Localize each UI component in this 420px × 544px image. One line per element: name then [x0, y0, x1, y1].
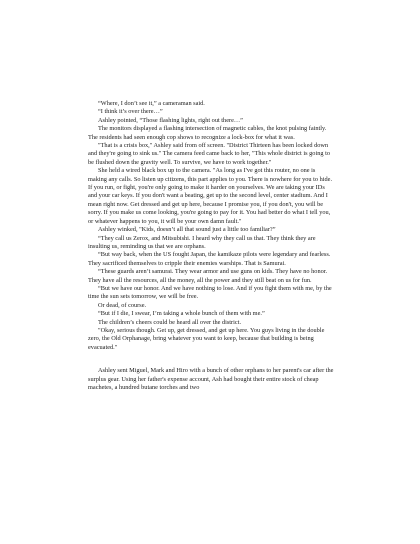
paragraph: “But way back, when the US fought Japan, the kamikaze pilots were legendary and fearless. They sacrificed themselves to cripple their enemies warships. That is Samurai.	[88, 251, 331, 267]
paragraph: The monitors displayed a flashing intersection of magnetic cables, the knot pulsing faintly. The residents had seen enough cop shows to recognize a lock-box for what it was.	[88, 125, 327, 141]
paragraph: “They call us Zerox, and Mitsubishi. I heard why they call us that. They think they are insulting us, reminding us that we are orphans.	[88, 234, 316, 250]
paragraph: "That is a crisis box," Ashley said from off screen. "District Thirteen has been locked down and they're going to sink us." The camera feed came back to her, "This whole district is going to be flushed down the gravity well. To survive, we have to work together."	[88, 142, 330, 166]
paragraph: “But we have our honor. And we have nothing to lose. And if you fight them with me, by the time the sun sets tomorrow, we will be free.	[88, 284, 332, 301]
paragraph: Ashley sent Miguel, Mark and Hiro with a bunch of other orphans to her parent's car after the surplus gear. Using her father's expense account, Ash had bought their entire stock of cheap machetes, a hundred butane torches and two	[88, 367, 334, 391]
paragraph: Ashley winked, "Kids, doesn’t all that sound just a little too familiar?”	[98, 226, 276, 234]
paragraph: “I think it’s over there…”	[98, 108, 163, 116]
paragraph: "Okay, serious though. Get up, get dressed, and get up here. You guys living in the double zero, the Old Orphanage, bring whatever you want to keep, because that building is being evacuated."	[88, 326, 325, 351]
paragraph: Or dead, of course.	[98, 301, 147, 309]
paragraph: “These guards aren’t samurai. They wear armor and use guns on kids. They have no honor. They have all the resources, all the money, all the power and they still beat on us for fun.	[88, 268, 328, 284]
section-break	[88, 352, 334, 367]
paragraph: “Where, I don’t see it,” a cameraman said.	[98, 100, 205, 107]
paragraph: Ashley pointed, “Those flashing lights, right out there…”	[98, 116, 243, 124]
paragraph: She held a wired black box up to the camera. "As long as I've got this router, no one is making any calls. So listen up citizens, this part applies to you. There is nowhere for you to hide. If you run, or fight, you're only going to make it harder on yourselves. We are taking your IDs and your car keys. If you don't want a beating, get up to the second level, center stadium. And I mean right now. Get dressed and get up here, because I promise you, if you don't, you will be sorry. If you make us come looking, you're going to pay for it. You had better do what I tell you, or whatever happens to you, it will be your own damn fault."	[88, 167, 333, 225]
paragraph: The children’s cheers could be heard all over the district.	[98, 318, 242, 326]
paragraph: “But if I die, I swear, I’m taking a whole bunch of them with me.”	[98, 310, 265, 318]
page-text	[88, 100, 334, 392]
